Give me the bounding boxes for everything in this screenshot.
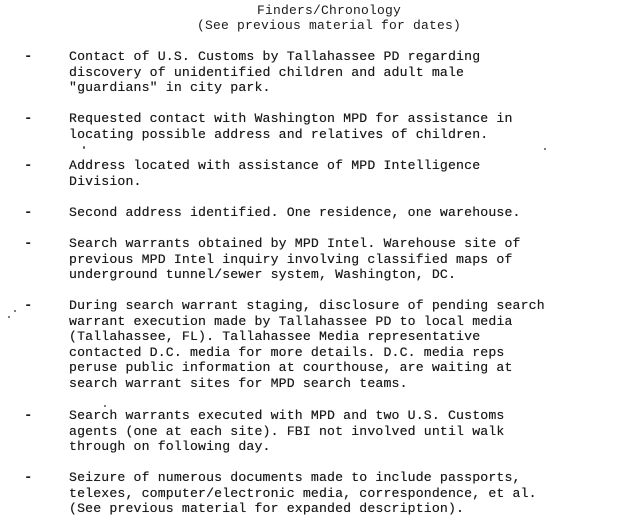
document-title: Finders/Chronology bbox=[256, 3, 402, 18]
item-text: Requested contact with Washington MPD for assistance in locating possible address and relatives of children. bbox=[69, 111, 513, 142]
scan-speck bbox=[14, 310, 16, 312]
bullet-dash: - bbox=[24, 49, 33, 65]
document-header bbox=[0, 3, 640, 33]
item-text: Seizure of numerous documents made to include passports, telexes, computer/electronic media, correspondence, et al. (See previous material for expanded description). bbox=[69, 470, 537, 516]
item-text: Address located with assistance of MPD Intelligence Division. bbox=[69, 158, 481, 189]
scan-speck bbox=[544, 148, 546, 150]
scan-speck bbox=[8, 316, 10, 318]
item-text: During search warrant staging, disclosure of pending search warrant execution made by Tallahassee PD to local media (Tallahassee, FL). Tallahassee Media representative contacted D.C. media for more details. D.C. media reps peruse public information at courthouse, are waiting at search warrant sites for MPD search teams. bbox=[69, 298, 545, 391]
bullet-dash: - bbox=[24, 158, 33, 174]
scan-speck bbox=[83, 146, 85, 149]
scan-speck bbox=[104, 405, 106, 407]
item-text: Search warrants obtained by MPD Intel. Warehouse site of previous MPD Intel inquiry involving classified maps of underground tunnel/sewer system, Washington, DC. bbox=[69, 236, 521, 282]
bullet-dash: - bbox=[24, 111, 33, 127]
item-text: Contact of U.S. Customs by Tallahassee PD regarding discovery of unidentified children and adult male "guardians" in city park. bbox=[69, 49, 481, 95]
bullet-dash: - bbox=[24, 298, 33, 314]
bullet-dash: - bbox=[24, 236, 33, 252]
bullet-dash: - bbox=[24, 470, 33, 486]
item-text: Search warrants executed with MPD and two U.S. Customs agents (one at each site). FBI not involved until walk through on following day. bbox=[69, 408, 505, 454]
item-text: Second address identified. One residence, one warehouse. bbox=[69, 205, 521, 220]
bullet-dash: - bbox=[24, 408, 33, 424]
document-subtitle: (See previous material for dates) bbox=[196, 18, 462, 33]
bullet-dash: - bbox=[24, 205, 33, 221]
